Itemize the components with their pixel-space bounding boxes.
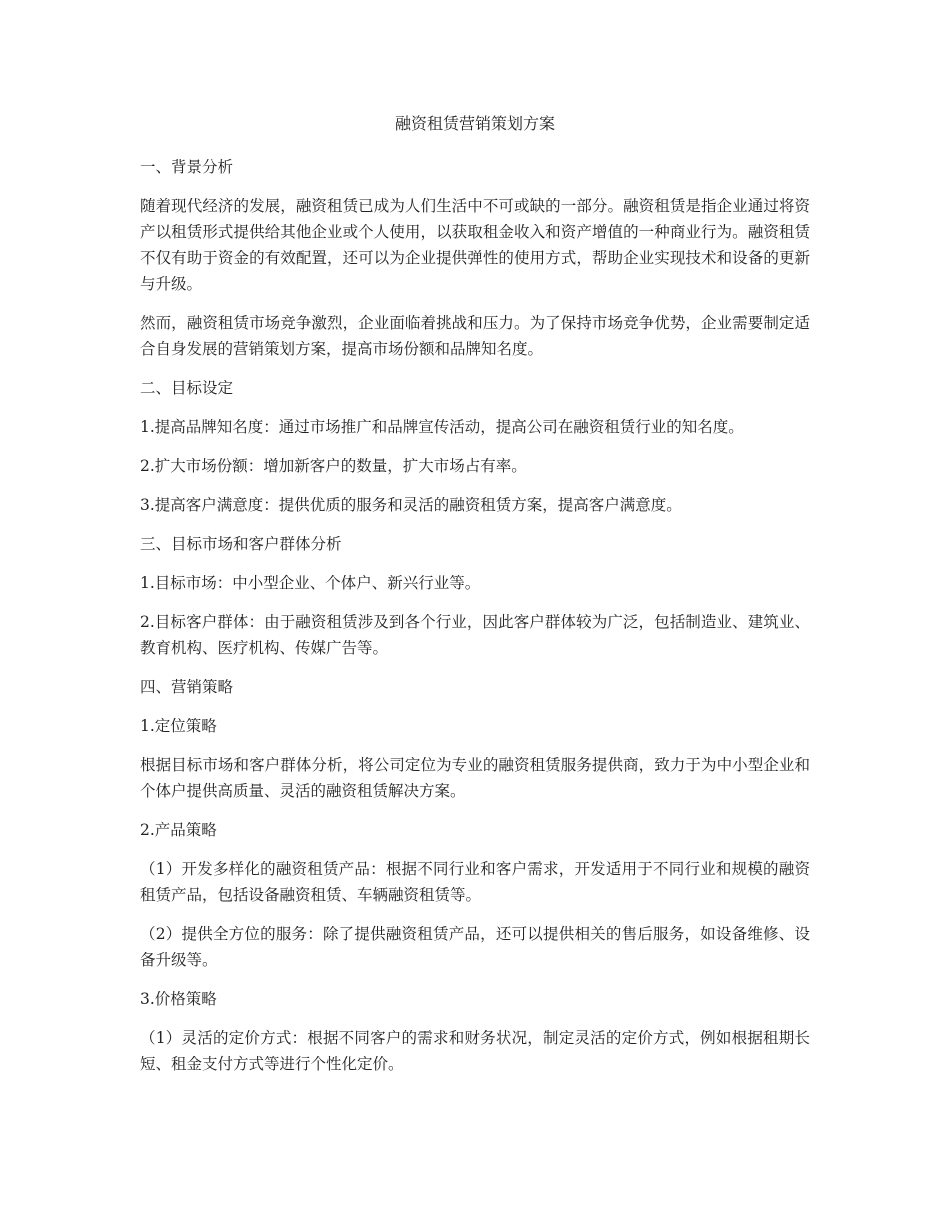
paragraph-background-2: 然而，融资租赁市场竞争激烈，企业面临着挑战和压力。为了保持市场竞争优势，企业需要制定适合自身发展的营销策划方案，提高市场份额和品牌知名度。 bbox=[140, 314, 810, 358]
subheading-positioning: 1.定位策略 bbox=[140, 717, 217, 735]
section-heading-background: 一、背景分析 bbox=[140, 158, 234, 176]
subheading-pricing: 3.价格策略 bbox=[140, 990, 217, 1008]
paragraph-background-1: 随着现代经济的发展，融资租赁已成为人们生活中不可或缺的一部分。融资租赁是指企业通过将资产以租赁形式提供给其他企业或个人使用，以获取租金收入和资产增值的一种商业行为。融资租赁不仅有助于资金的有效配置，还可以为企业提供弹性的使用方式，帮助企业实现技术和设备的更新与升级。 bbox=[140, 197, 810, 293]
paragraph-positioning: 根据目标市场和客户群体分析，将公司定位为专业的融资租赁服务提供商，致力于为中小型企业和个体户提供高质量、灵活的融资租赁解决方案。 bbox=[140, 756, 810, 800]
document-title: 融资租赁营销策划方案 bbox=[394, 114, 555, 133]
product-item-2: （2）提供全方位的服务：除了提供融资租赁产品，还可以提供相关的售后服务，如设备维修、设备升级等。 bbox=[140, 925, 810, 969]
section-heading-strategy: 四、营销策略 bbox=[140, 678, 234, 696]
subheading-product: 2.产品策略 bbox=[140, 821, 217, 839]
pricing-item-1: （1）灵活的定价方式：根据不同客户的需求和财务状况，制定灵活的定价方式，例如根据租期长短、租金支付方式等进行个性化定价。 bbox=[140, 1029, 810, 1073]
product-item-1: （1）开发多样化的融资租赁产品：根据不同行业和客户需求，开发适用于不同行业和规模的融资租赁产品，包括设备融资租赁、车辆融资租赁等。 bbox=[140, 860, 810, 904]
market-item-2: 2.目标客户群体：由于融资租赁涉及到各个行业，因此客户群体较为广泛，包括制造业、建筑业、教育机构、医疗机构、传媒广告等。 bbox=[140, 613, 810, 657]
document-page bbox=[140, 112, 810, 1090]
goal-item-3: 3.提高客户满意度：提供优质的服务和灵活的融资租赁方案，提高客户满意度。 bbox=[140, 496, 682, 514]
section-heading-market: 三、目标市场和客户群体分析 bbox=[140, 535, 342, 553]
section-heading-goals: 二、目标设定 bbox=[140, 379, 234, 397]
goal-item-2: 2.扩大市场份额：增加新客户的数量，扩大市场占有率。 bbox=[140, 457, 527, 475]
goal-item-1: 1.提高品牌知名度：通过市场推广和品牌宣传活动，提高公司在融资租赁行业的知名度。 bbox=[140, 418, 744, 436]
market-item-1: 1.目标市场：中小型企业、个体户、新兴行业等。 bbox=[140, 574, 481, 592]
